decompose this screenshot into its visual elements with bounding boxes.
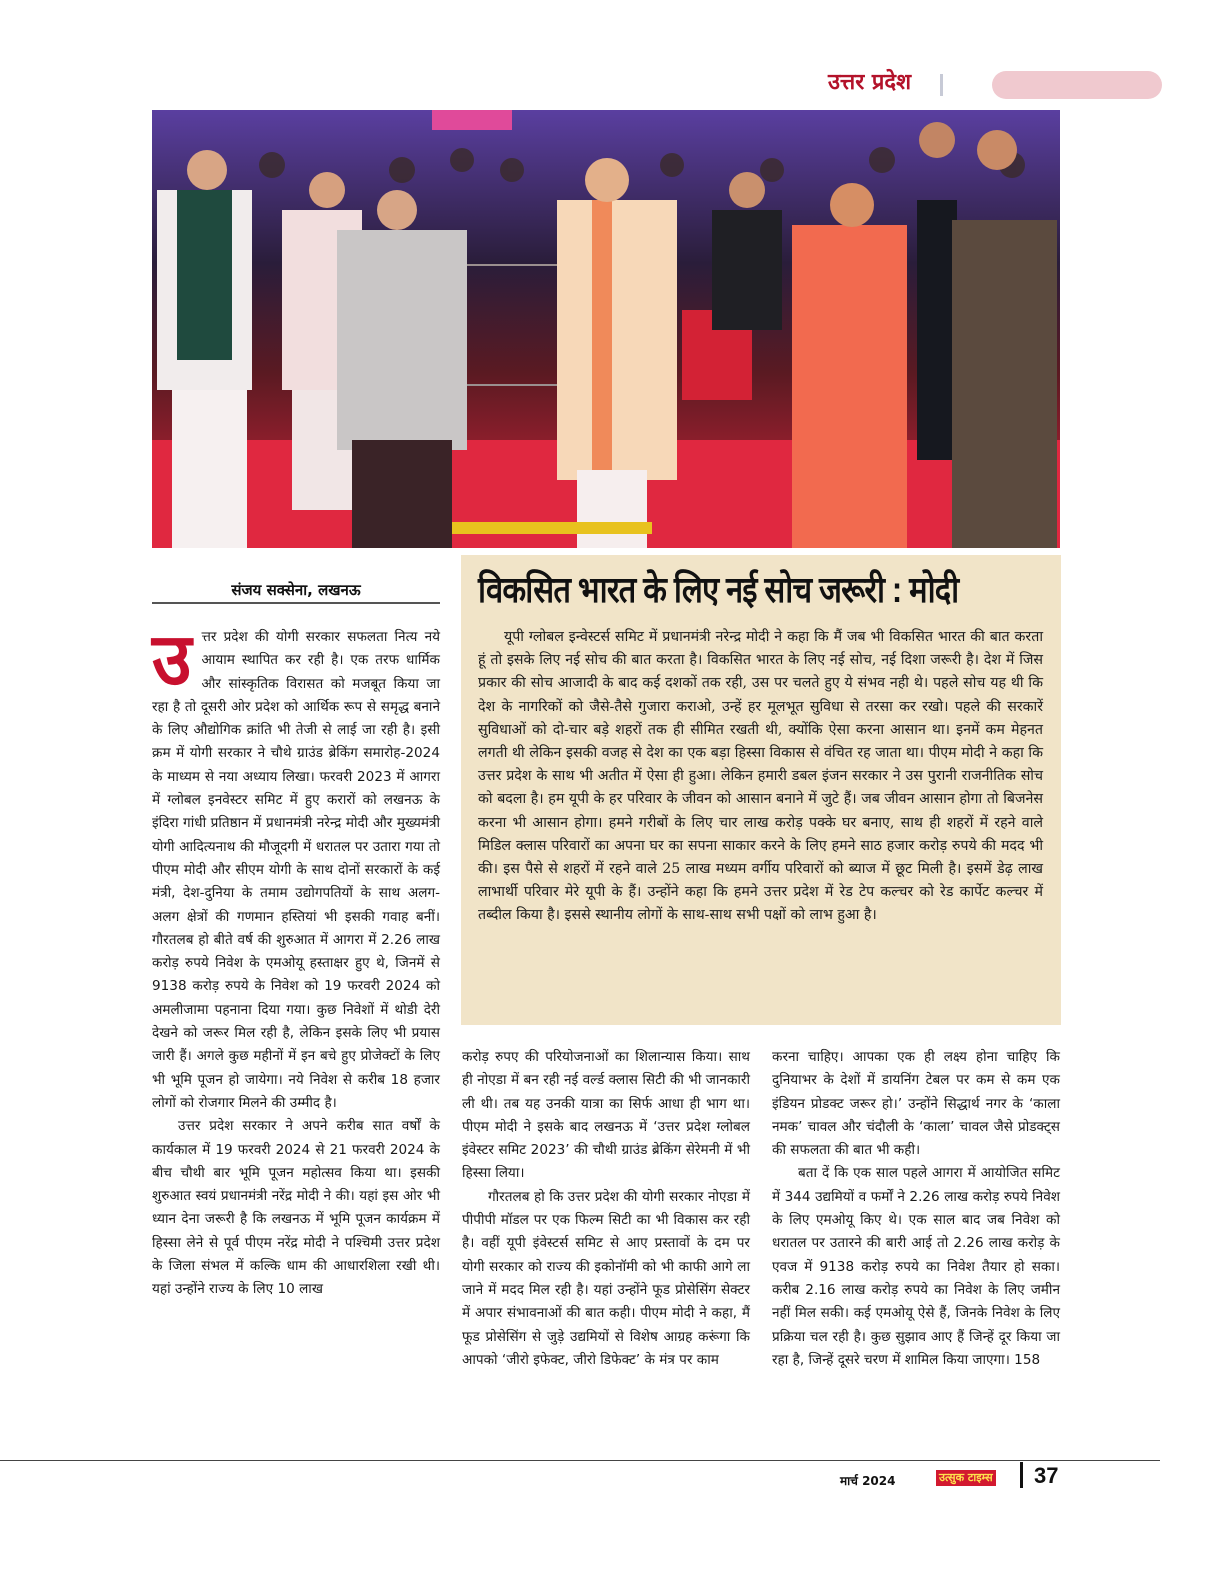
section-divider	[940, 74, 943, 96]
byline: संजय सक्सेना, लखनऊ	[231, 581, 361, 599]
article-paragraph: गौरतलब हो कि उत्तर प्रदेश की योगी सरकार नोएडा में पीपीपी मॉडल पर एक फिल्म सिटी का भी विकास कर रही है। वहीं यूपी इंवेस्टर्स समिट से आए प्रस्तावों के दम पर योगी सरकार को राज्य की इकोनॉमी को भी काफी आगे ला जाने में मदद मिल रही है। यहां उन्होंने फूड प्रोसेसिंग सेक्टर में अपार संभावनाओं की बात कही। पीएम मोदी ने कहा, मैं फूड प्रोसेसिंग से जुड़े उद्यमियों से विशेष आग्रह करूंगा कि आपको ‘जीरो इफेक्ट, जीरो डिफेक्ट’ के मंत्र पर काम	[462, 1188, 750, 1368]
page-number: 37	[1034, 1463, 1059, 1488]
highlight-box-text: यूपी ग्लोबल इन्वेस्टर्स समिट में प्रधानमंत्री नरेन्द्र मोदी ने कहा कि मैं जब भी विकसित भारत की बात करता हूं तो इसके लिए नई सोच की बात करता है। विकसित भारत के लिए नई सोच, नई दिशा जरूरी है। देश में जिस प्रकार की सोच आजादी के बाद कई दशकों तक रही, उस पर चलते हुए ये संभव नही थे। पहले सोच यह थी कि देश के नागरिकों को जैसे-तैसे गुजारा कराओ, उन्हें हर मूलभूत सुविधा से तरसा कर रखो। पहले की सरकारें सुविधाओं को दो-चार बड़े शहरों तक ही सीमित रखती थी, क्योंकि ऐसा करना आसान था। इनमें कम मेहनत लगती थी लेकिन इसकी वजह से देश का एक बड़ा हिस्सा विकास से वंचित रह जाता था। पीएम मोदी ने कहा कि उत्तर प्रदेश के साथ भी अतीत में ऐसा ही हुआ। लेकिन हमारी डबल इंजन सरकार ने उस पुरानी राजनीतिक सोच को बदला है। हम यूपी के हर परिवार के जीवन को आसान बनाने में जुटे हैं। जब जीवन आसान होगा तो बिजनेस करना भी आसान होगा। हमने गरीबों के लिए चार लाख करोड़ पक्के घर बनाए, साथ ही शहरों में रहने वाले मिडिल क्लास परिवारों का अपना घर का सपना साकार करने के लिए हमने साठ हजार करोड़ रुपये की मदद भी की। इस पैसे से शहरों में रहने वाले 25 लाख मध्यम वर्गीय परिवारों को ब्याज में छूट मिली है। इसमें डेढ़ लाख लाभार्थी परिवार मेरे यूपी के हैं। उन्होंने कहा कि हमने उत्तर प्रदेश में रेड टेप कल्चर को रेड कार्पेट कल्चर में तब्दील किया है। इससे स्थानीय लोगों के साथ-साथ सभी पक्षों को लाभ हुआ है।	[478, 629, 1043, 924]
footer-date: मार्च 2024	[840, 1474, 896, 1488]
article-column-left	[152, 616, 440, 1302]
footer-bar-divider	[1020, 1462, 1023, 1488]
headline: विकसित भारत के लिए नई सोच जरूरी : मोदी	[478, 569, 959, 610]
article-column-right	[772, 1046, 1060, 1372]
article-paragraph: बता दें कि एक साल पहले आगरा में आयोजित समिट में 344 उद्यमियों व फर्मों ने 2.26 लाख करोड़ रुपये निवेश के लिए एमओयू किए थे। एक साल बाद जब निवेश को धरातल पर उतारने की बारी आई तो 2.26 लाख करोड़ के एवज में 9138 करोड़ रुपये का निवेश तैयार हो सका। करीब 2.16 लाख करोड़ रुपये का निवेश के लिए जमीन नहीं मिल सकी। कई एमओयू ऐसे हैं, जिनके निवेश के लिए प्रक्रिया चल रही है। कुछ सुझाव आए हैं जिन्हें दूर किया जा रहा है, जिन्हें दूसरे चरण में शामिल किया जाएगा। 158	[772, 1165, 1060, 1368]
article-paragraph: करोड़ रुपए की परियोजनाओं का शिलान्यास किया। साथ ही नोएडा में बन रही नई वर्ल्ड क्लास सिटी की भी जानकारी ली थी। तब यह उनकी यात्रा का सिर्फ आधा ही भाग था। पीएम मोदी ने इसके बाद लखनऊ में ‘उत्तर प्रदेश ग्लोबल इंवेस्टर समिट 2023’ की चौथी ग्राउंड ब्रेकिंग सेरेमनी में भी हिस्सा लिया।	[462, 1049, 750, 1182]
article-paragraph: उत्तर प्रदेश सरकार ने अपने करीब सात वर्षों के कार्यकाल में 19 फरवरी 2024 से 21 फरवरी 2024 के बीच चौथी बार भूमि पूजन महोत्सव किया था। इसकी शुरुआत स्वयं प्रधानमंत्री नरेंद्र मोदी ने की। यहां इस ओर भी ध्यान देना जरूरी है कि लखनऊ में भूमि पूजन कार्यक्रम में हिस्सा लेने से पूर्व पीएम नरेंद्र मोदी ने पश्चिमी उत्तर प्रदेश के जिला संभल में कल्कि धाम की आधारशिला रखी थी। यहां उन्होंने राज्य के लिए 10 लाख	[152, 1118, 440, 1298]
article-column-middle	[462, 1046, 750, 1372]
footer-divider	[0, 1460, 1160, 1461]
event-photo	[152, 110, 1060, 548]
byline-divider	[152, 602, 440, 604]
magazine-logo: उत्सुक टाइम्स	[936, 1470, 996, 1486]
dropcap: उ	[152, 616, 192, 701]
article-paragraph: त्तर प्रदेश की योगी सरकार सफलता नित्य नये आयाम स्थापित कर रही है। एक तरफ धार्मिक और सांस्कृतिक विरासत को मजबूत किया जा रहा है तो दूसरी ओर प्रदेश को आर्थिक रूप से समृद्ध बनाने के लिए औद्योगिक क्रांति भी तेजी से लाई जा रही है। इसी क्रम में योगी सरकार ने चौथे ग्राउंड ब्रेकिंग समारोह-2024 के माध्यम से नया अध्याय लिखा। फरवरी 2023 में आगरा में ग्लोबल इनवेस्टर समिट में हुए करारों को लखनऊ के इंदिरा गांधी प्रतिष्ठान में प्रधानमंत्री नरेन्द्र मोदी और मुख्यमंत्री योगी आदित्यनाथ की मौजूदगी में धरातल पर उतारा गया तो पीएम मोदी और सीएम योगी के साथ दोनों सरकारों के कई मंत्री, देश-दुनिया के तमाम उद्योगपतियों के साथ अलग-अलग क्षेत्रों की गणमान हस्तियां भी इसकी गवाह बनीं। गौरतलब हो बीते वर्ष की शुरुआत में आगरा में 2.26 लाख करोड़ रुपये निवेश के एमओयू हस्ताक्षर हुए थे, जिनमें से 9138 करोड़ रुपये के निवेश को 19 फरवरी 2024 को अमलीजामा पहनाना दिया गया। कुछ निवेशों में थोडी देरी देखने को जरूर मिल रही है, लेकिन इसके लिए भी प्रयास जारी हैं। अगले कुछ महीनों में इन बचे हुए प्रोजेक्टों के लिए भी भूमि पूजन हो जायेगा। नये निवेश से करीब 18 हजार लोगों को रोजगार मिलने की उम्मीद है।	[152, 629, 440, 1111]
section-label: उत्तर प्रदेश	[828, 70, 912, 95]
section-pill-decoration	[992, 71, 1162, 99]
photo-illustration-icon	[152, 110, 1060, 548]
article-paragraph: करना चाहिए। आपका एक ही लक्ष्य होना चाहिए कि दुनियाभर के देशों में डायनिंग टेबल पर कम से कम एक इंडियन प्रोडक्ट जरूर हो।’ उन्होंने सिद्धार्थ नगर के ‘काला नमक’ चावल और चंदौली के ‘काला’ चावल जैसे प्रोडक्ट्स की सफलता की बात भी कही।	[772, 1049, 1060, 1159]
